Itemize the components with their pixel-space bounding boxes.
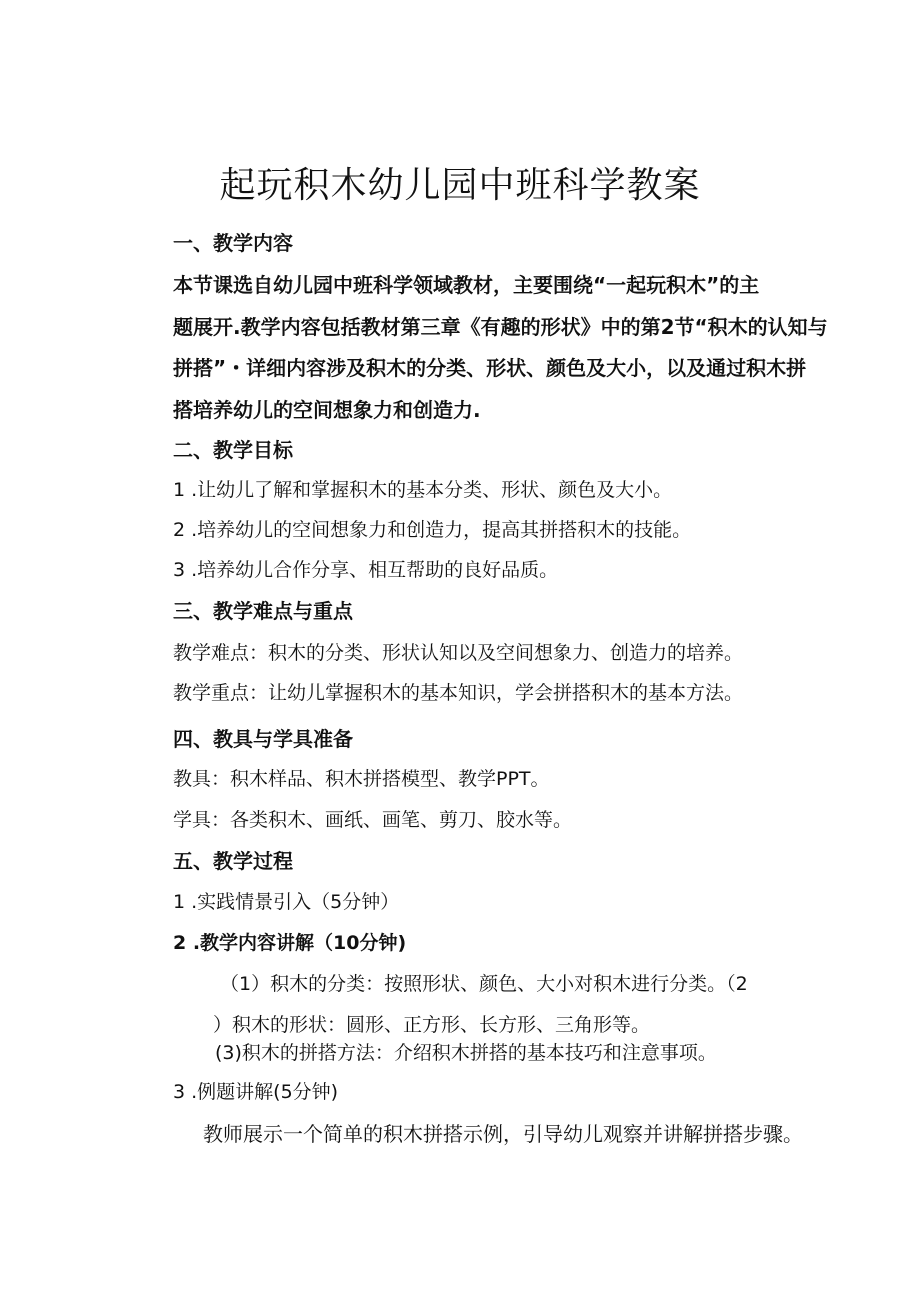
section-heading-objectives: 二、教学目标 [173, 438, 293, 462]
document-title: 起玩积木幼儿园中班科学教案 [219, 165, 701, 206]
process-step: 3 .例题讲解(5分钟) [173, 1081, 339, 1103]
section-heading-materials: 四、教具与学具准备 [173, 727, 353, 751]
paragraph-line: 题展开.教学内容包括教材第三章《有趣的形状》中的第2节“积木的认知与 [173, 314, 828, 339]
section-content-paragraph [173, 265, 828, 431]
paragraph-line: 拼搭”・详细内容涉及积木的分类、形状、颜色及大小，以及通过积木拼 [173, 356, 807, 380]
objective-item: 3 .培养幼儿合作分享、相互帮助的良好品质。 [173, 559, 559, 581]
process-step-detail: 教师展示一个简单的积木拼搭示例，引导幼儿观察并讲解拼搭步骤。 [203, 1122, 803, 1146]
paragraph-line: 本节课选自幼儿园中班科学领域教材，主要围绕“一起玩积木”的主 [173, 273, 760, 297]
section-heading-difficulties: 三、教学难点与重点 [173, 599, 353, 623]
objective-item: 1 .让幼儿了解和掌握积木的基本分类、形状、颜色及大小。 [173, 479, 673, 501]
process-step: 2 .教学内容讲解（10分钟) [173, 932, 407, 954]
process-substep: ）积木的形状：圆形、正方形、长方形、三角形等。 [213, 1014, 651, 1036]
process-step: 1 .实践情景引入（5分钟） [173, 891, 400, 913]
objective-item: 2 .培养幼儿的空间想象力和创造力，提高其拼搭积木的技能。 [173, 519, 692, 541]
difficulty-item: 教学难点：积木的分类、形状认知以及空间想象力、创造力的培养。 [173, 642, 744, 664]
teaching-aids-item: 教具：积木样品、积木拼搭模型、教学PPT。 [173, 768, 550, 790]
keypoint-item: 教学重点：让幼儿掌握积木的基本知识，学会拼搭积木的基本方法。 [173, 682, 744, 704]
process-substep: （1）积木的分类：按照形状、颜色、大小对积木进行分类。（2 [220, 973, 748, 995]
section-heading-content: 一、教学内容 [173, 231, 293, 255]
process-substep: (3)积木的拼搭方法：介绍积木拼搭的基本技巧和注意事项。 [215, 1042, 717, 1064]
paragraph-line: 搭培养幼儿的空间想象力和创造力. [173, 397, 481, 422]
section-heading-process: 五、教学过程 [173, 849, 293, 873]
learning-aids-item: 学具：各类积木、画纸、画笔、剪刀、胶水等。 [173, 809, 573, 831]
